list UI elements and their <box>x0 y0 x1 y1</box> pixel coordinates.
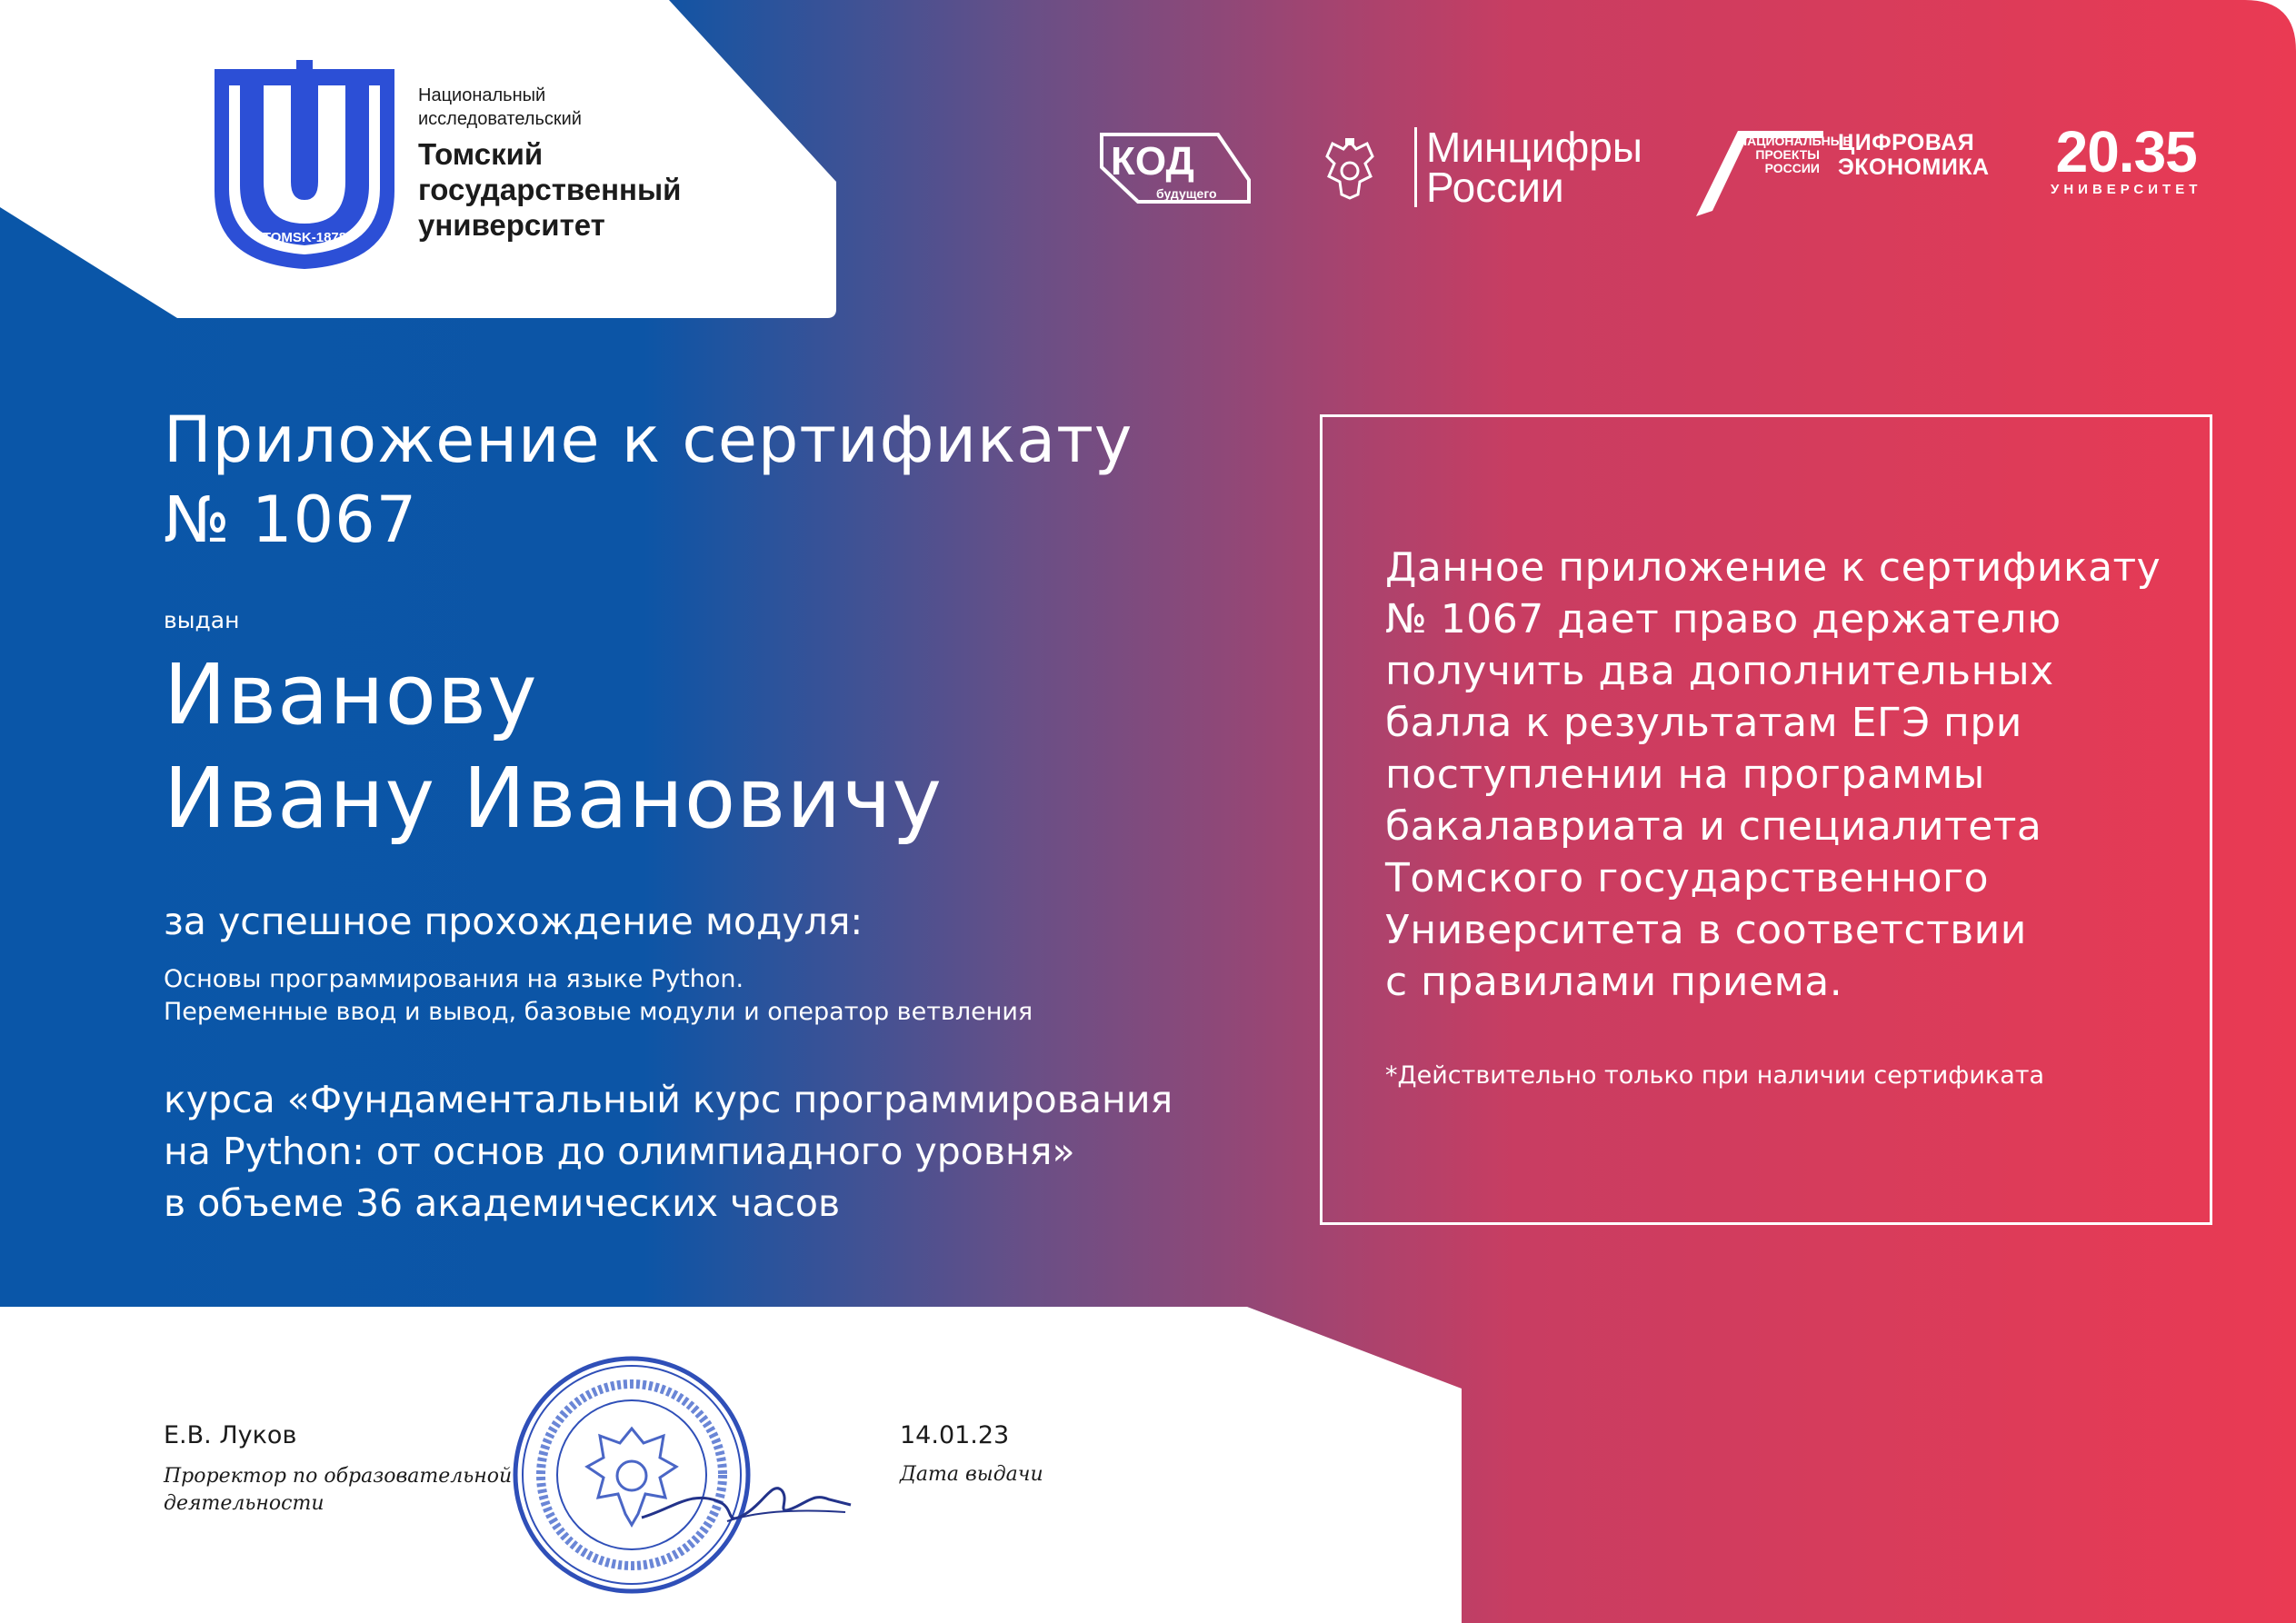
university-logo <box>209 55 400 273</box>
national-projects-text: НАЦИОНАЛЬНЫЕ ПРОЕКТЫ РОССИИ <box>1738 134 1852 175</box>
seal-text: TOMSK-1878 <box>262 230 347 245</box>
notice-footnote: *Действительно только при наличии сертификата <box>1385 1061 2045 1090</box>
signer-name: Е.В. Луков <box>164 1421 297 1449</box>
issue-date-label: Дата выдачи <box>900 1463 1043 1486</box>
mincifry-logo-text: Минцифры России <box>1414 127 1642 207</box>
certificate-title: Приложение к сертификату № 1067 <box>164 403 1133 557</box>
course-description: курса «Фундаментальный курс программирования на Python: от основ до олимпиадного уровня» в объеме 36 академических часов <box>164 1078 1173 1225</box>
notice-text: Данное приложение к сертификату № 1067 дает право держателю получить два дополнительных балла к результатам ЕГЭ при поступлении на программы бакалавриата и специалитета Томского государственного Университета в соответствии с правилами приема. <box>1385 544 2161 1005</box>
digital-economy-text: ЦИФРОВАЯ ЭКОНОМИКА <box>1838 130 1990 180</box>
kod-logo <box>1098 131 1253 207</box>
issued-label: выдан <box>164 607 240 633</box>
university-name: Томский государственный университет <box>418 137 682 242</box>
svg-text:будущего: будущего <box>1156 186 1217 201</box>
recipient-name: Иванову Ивану Ивановичу <box>164 646 943 847</box>
university-subtitle: Национальный исследовательский <box>418 85 582 129</box>
signer-role: Проректор по образовательной деятельности <box>164 1465 513 1515</box>
signature <box>636 1454 854 1536</box>
u2035-logo: 20.35 УНИВЕРСИТЕТ <box>2051 119 2202 197</box>
module-label: за успешное прохождение модуля: <box>164 900 863 943</box>
module-description: Основы программирования на языке Python. Переменные ввод и вывод, базовые модули и оператор ветвления <box>164 965 1033 1026</box>
russia-emblem-icon <box>1318 136 1382 202</box>
issue-date: 14.01.23 <box>900 1421 1010 1449</box>
svg-text:КОД: КОД <box>1111 139 1194 184</box>
